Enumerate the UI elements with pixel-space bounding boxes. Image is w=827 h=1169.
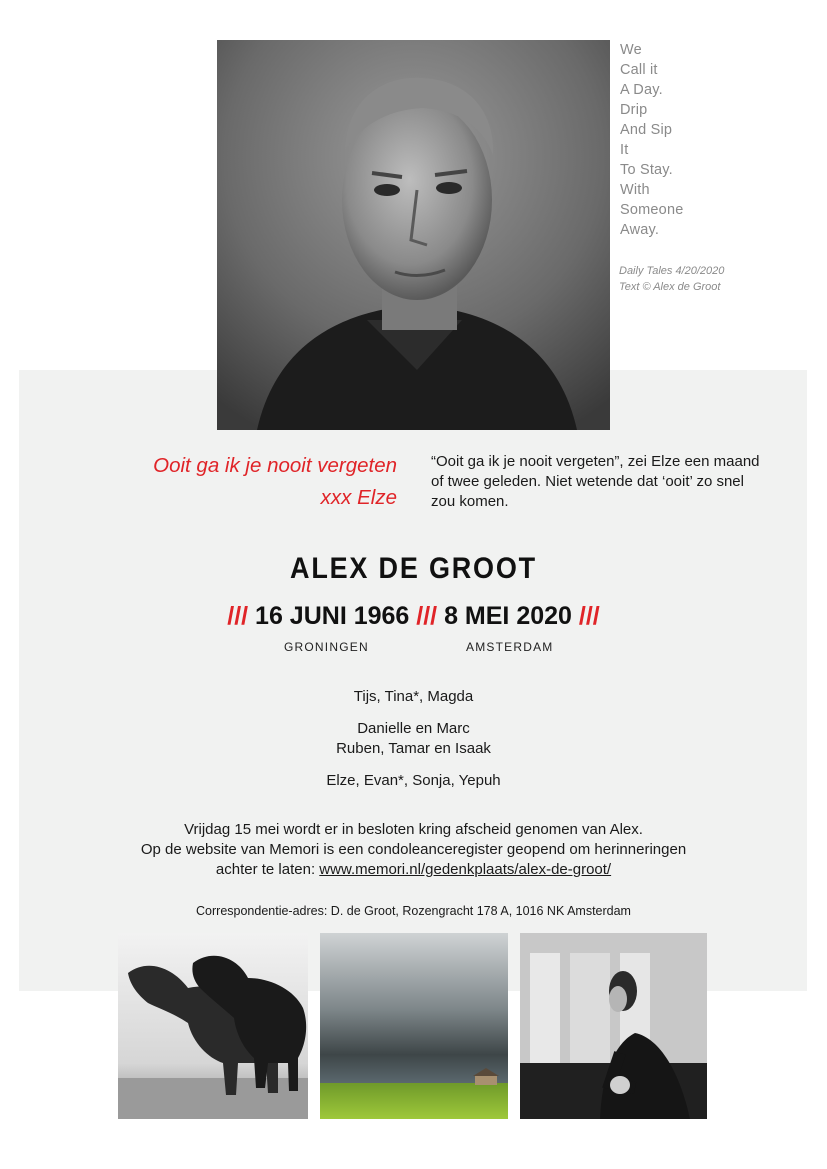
correspondence-address: Correspondentie-adres: D. de Groot, Rozengracht 178 A, 1016 NK Amsterdam (196, 904, 631, 918)
poem-credit-copyright: Text © Alex de Groot (619, 281, 721, 293)
portrait-photo (217, 40, 610, 430)
poem-line: Someone (620, 202, 684, 218)
family-line: Ruben, Tamar en Isaak (336, 740, 491, 757)
poem (620, 40, 800, 240)
death-date: 8 MEI 2020 (444, 602, 572, 630)
separator-slashes: /// (227, 602, 249, 630)
quote-body: “Ooit ga ik je nooit vergeten”, zei Elze een maand of twee geleden. Niet wetende dat ‘ooit’ zo snel zou komen. (431, 453, 760, 510)
separator-slashes: /// (416, 602, 438, 630)
notice-line-prefix: achter te laten: (215, 861, 320, 878)
family-line: Elze, Evan*, Sonja, Yepuh (326, 772, 501, 789)
death-place: AMSTERDAM (466, 640, 554, 654)
red-quote-line: Ooit ga ik je nooit vergeten (153, 454, 397, 477)
notice-line (0, 860, 827, 880)
separator-slashes: /// (578, 602, 600, 630)
deceased-name: ALEX DE GROOT (290, 552, 537, 585)
birth-place: GRONINGEN (284, 640, 369, 654)
family-line: Tijs, Tina*, Magda (353, 688, 474, 705)
memori-link[interactable]: www.memori.nl/gedenkplaats/alex-de-groot/ (319, 861, 612, 878)
photo-landscape (320, 933, 508, 1119)
poem-line: Call it (620, 62, 658, 78)
poem-line: It (620, 142, 629, 158)
red-quote (60, 450, 397, 514)
poem-line: To Stay. (620, 162, 673, 178)
notice-line: Op de website van Memori is een condoleanceregister geopend om herinneringen (140, 841, 687, 858)
poem-line: With (620, 182, 650, 198)
life-dates (0, 602, 827, 631)
notice-line: Vrijdag 15 mei wordt er in besloten kring afscheid genomen van Alex. (184, 821, 643, 838)
poem-credit (619, 263, 809, 295)
funeral-notice (0, 820, 827, 880)
poem-credit-source: Daily Tales 4/20/2020 (619, 265, 725, 277)
poem-line: Drip (620, 102, 648, 118)
poem-line: And Sip (620, 122, 673, 138)
poem-line: Away. (620, 222, 660, 238)
photo-horses (118, 933, 308, 1119)
poem-line: We (620, 42, 642, 58)
photo-performer (520, 933, 707, 1119)
birth-date: 16 JUNI 1966 (255, 602, 410, 630)
red-quote-signature: xxx Elze (320, 486, 397, 509)
poem-line: A Day. (620, 82, 663, 98)
family-line: Danielle en Marc (357, 720, 470, 737)
